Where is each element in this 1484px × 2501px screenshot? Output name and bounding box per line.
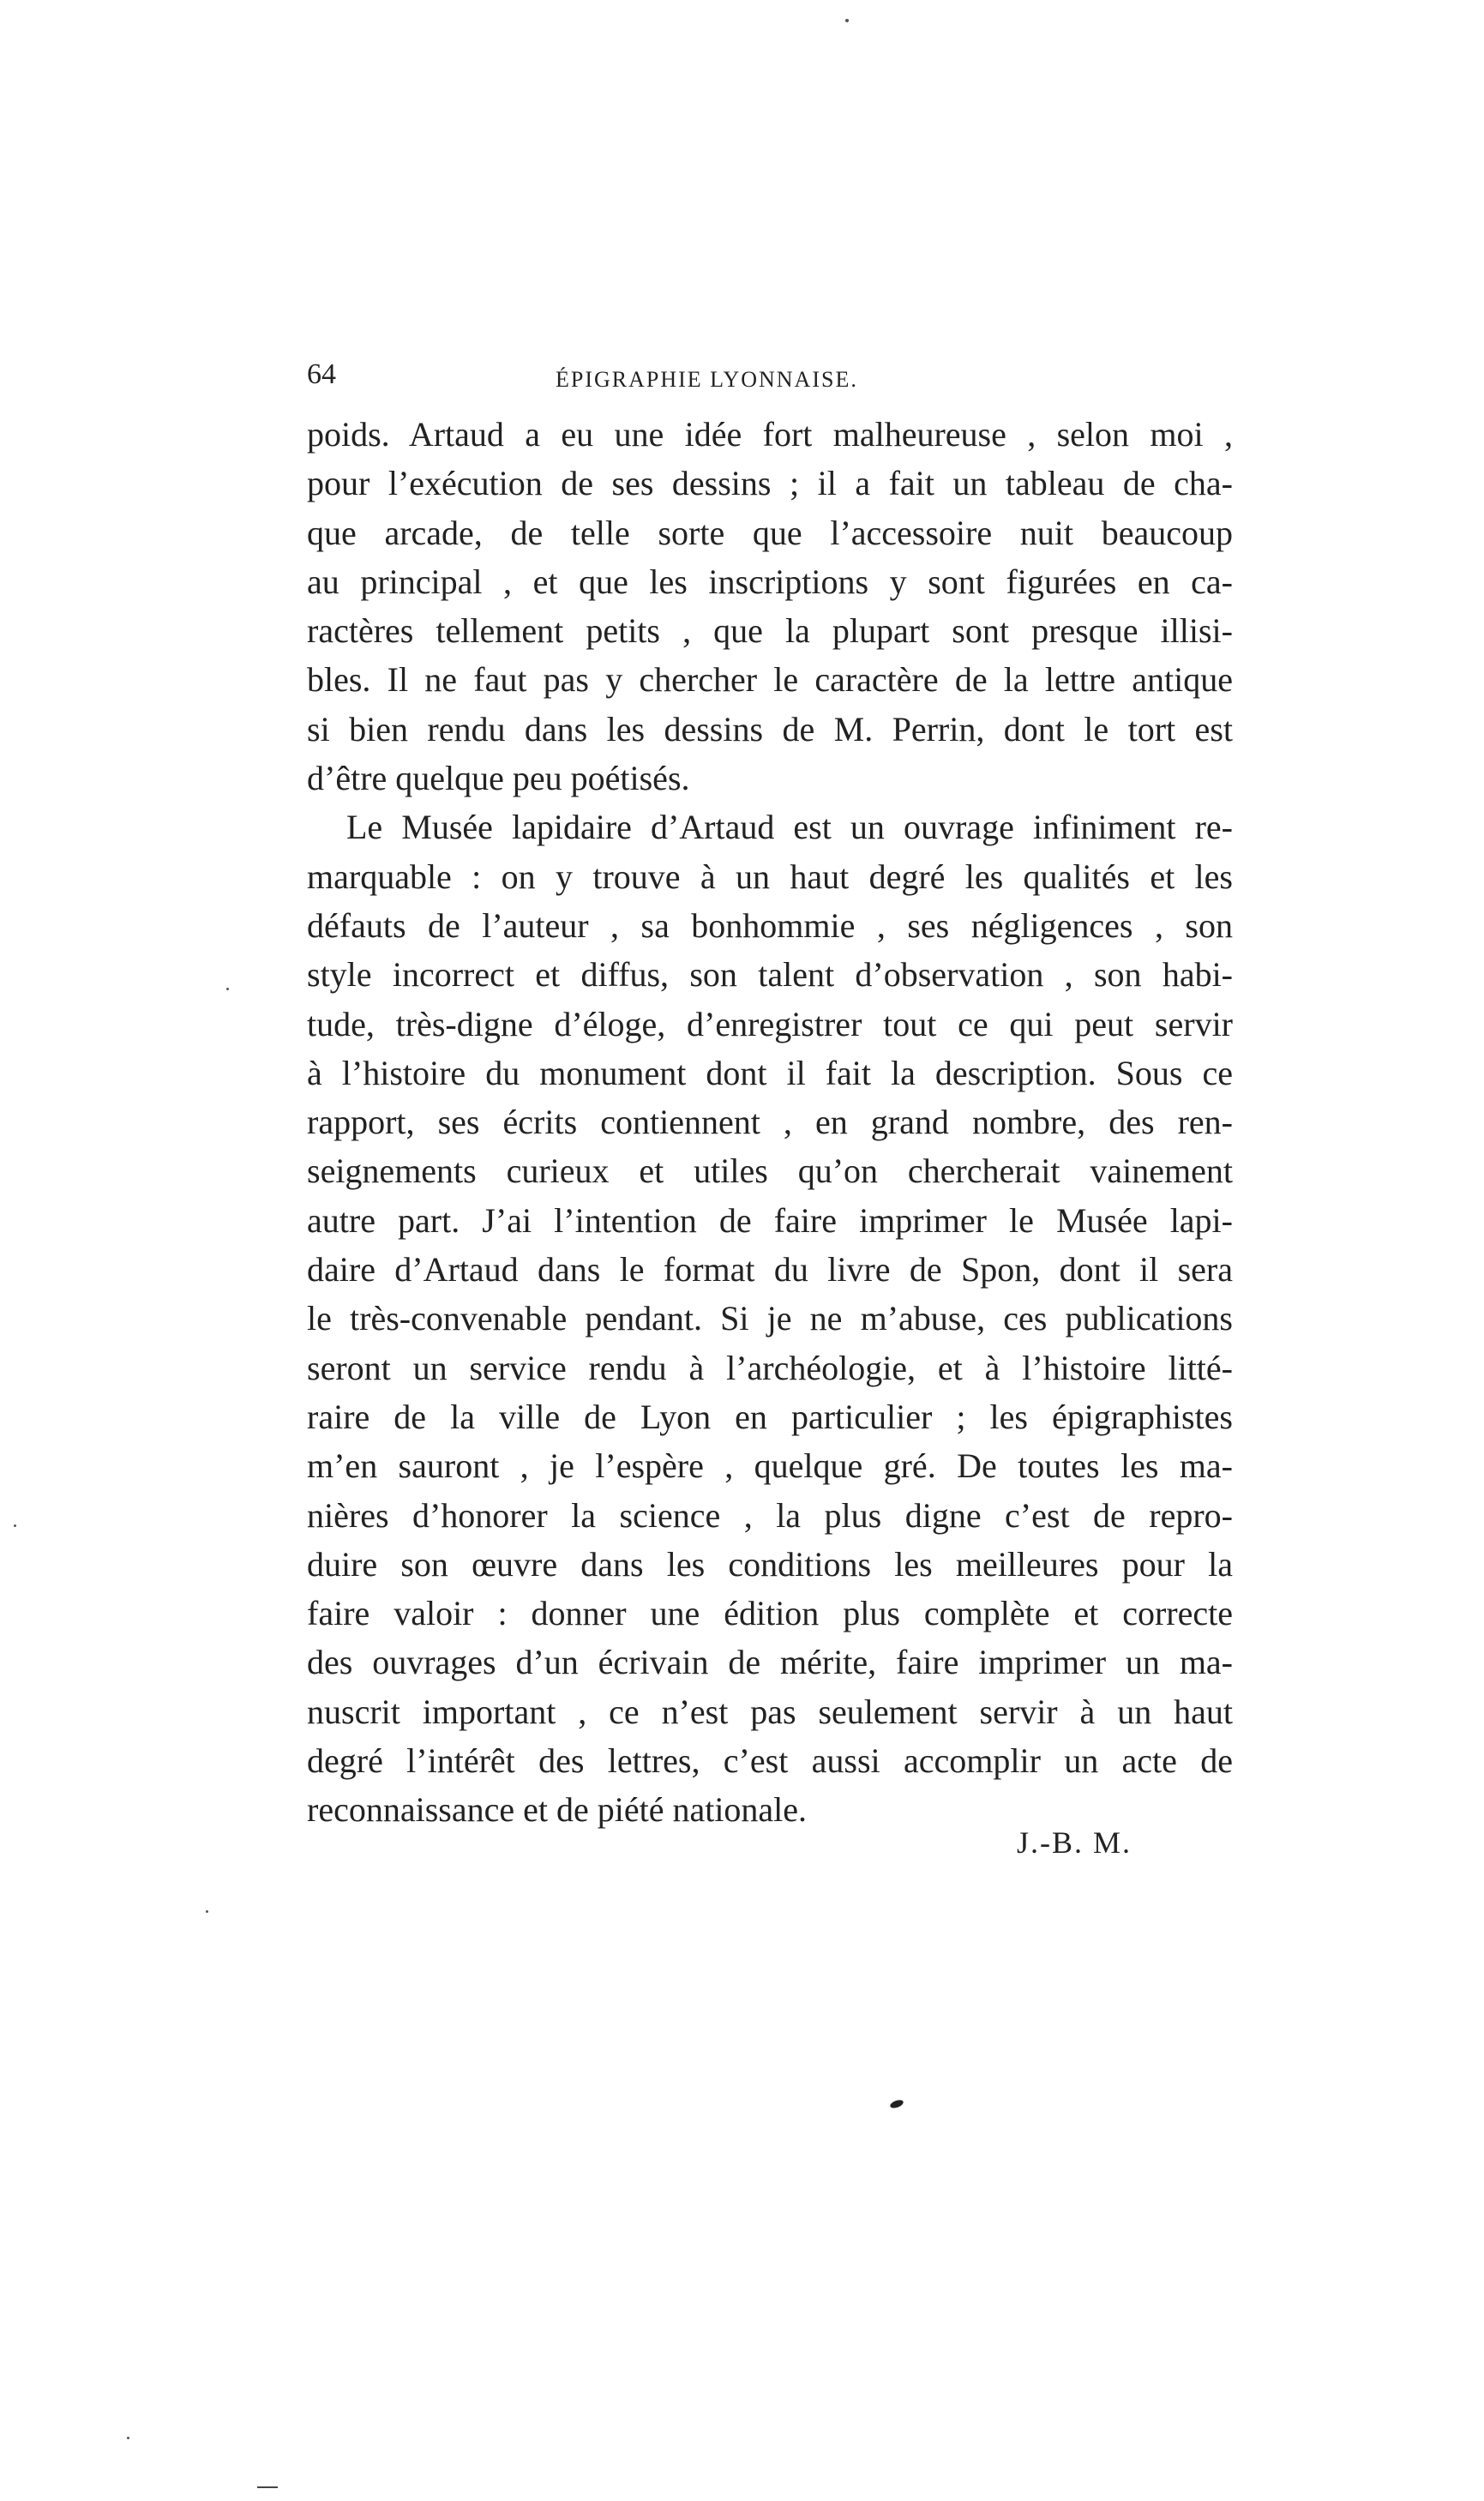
text-line: rapport, ses écrits contiennent , en grand nombre, des ren-	[307, 1103, 1233, 1142]
paragraph-2	[307, 803, 1233, 1834]
text-line: d’être quelque peu poétisés.	[307, 759, 690, 798]
text-line: nières d’honorer la science , la plus digne c’est de repro-	[307, 1495, 1233, 1535]
page-number: 64	[307, 358, 336, 390]
text-line: reconnaissance et de piété nationale.	[307, 1790, 808, 1830]
text-line: des ouvrages d’un écrivain de mérite, faire imprimer un ma-	[307, 1643, 1233, 1682]
text-line: tude, très-digne d’éloge, d’enregistrer tout ce qui peut servir	[307, 1004, 1233, 1043]
text-line: nuscrit important , ce n’est pas seulement servir à un haut	[307, 1692, 1233, 1731]
text-line: ractères tellement petits , que la plupart sont presque illisi-	[307, 611, 1233, 651]
text-line: daire d’Artaud dans le format du livre de Spon, dont il sera	[307, 1250, 1233, 1290]
text-line: poids. Artaud a eu une idée fort malheureuse , selon moi ,	[307, 415, 1233, 454]
text-line: raire de la ville de Lyon en particulier ; les épigraphistes	[307, 1397, 1233, 1436]
paper-speck	[226, 988, 229, 990]
text-line: si bien rendu dans les dessins de M. Perrin, dont le tort est	[307, 709, 1233, 748]
author-signature: J.-B. M.	[1017, 1825, 1133, 1860]
margin-rule	[257, 2486, 278, 2488]
text-line: au principal , et que les inscriptions y sont figurées en ca-	[307, 562, 1233, 601]
body-text	[307, 410, 1233, 1835]
text-line: le très-convenable pendant. Si je ne m’abuse, ces publications	[307, 1299, 1233, 1338]
text-line: degré l’intérêt des lettres, c’est aussi accomplir un acte de	[307, 1741, 1233, 1781]
text-line: seignements curieux et utiles qu’on chercherait vainement	[307, 1151, 1233, 1191]
text-line: marquable : on y trouve à un haut degré les qualités et les	[307, 857, 1233, 896]
text-line: duire son œuvre dans les conditions les meilleures pour la	[307, 1544, 1233, 1584]
ink-ornament	[889, 2099, 904, 2110]
text-line: pour l’exécution de ses dessins ; il a fait un tableau de cha-	[307, 464, 1233, 503]
text-line: à l’histoire du monument dont il fait la description. Sous ce	[307, 1053, 1233, 1092]
text-line: seront un service rendu à l’archéologie, et à l’histoire litté-	[307, 1348, 1233, 1387]
text-line: que arcade, de telle sorte que l’accessoire nuit beaucoup	[307, 513, 1233, 552]
paper-speck	[206, 1910, 208, 1913]
text-line: bles. Il ne faut pas y chercher le caractère de la lettre antique	[307, 660, 1233, 700]
paper-speck	[127, 2437, 129, 2439]
paragraph-1	[307, 410, 1233, 803]
paper-speck	[845, 19, 849, 22]
text-line: Le Musée lapidaire d’Artaud est un ouvrage infiniment re-	[346, 808, 1233, 847]
page-header	[307, 358, 1233, 403]
text-line: style incorrect et diffus, son talent d’observation , son habi-	[307, 955, 1233, 995]
running-title: ÉPIGRAPHIE LYONNAISE.	[556, 367, 858, 392]
text-line: défauts de l’auteur , sa bonhommie , ses négligences , son	[307, 905, 1233, 945]
text-line: faire valoir : donner une édition plus complète et correcte	[307, 1594, 1233, 1633]
text-line: m’en sauront , je l’espère , quelque gré. De toutes les ma-	[307, 1446, 1233, 1486]
paper-speck	[14, 1524, 16, 1527]
text-line: autre part. J’ai l’intention de faire imprimer le Musée lapi-	[307, 1200, 1233, 1240]
